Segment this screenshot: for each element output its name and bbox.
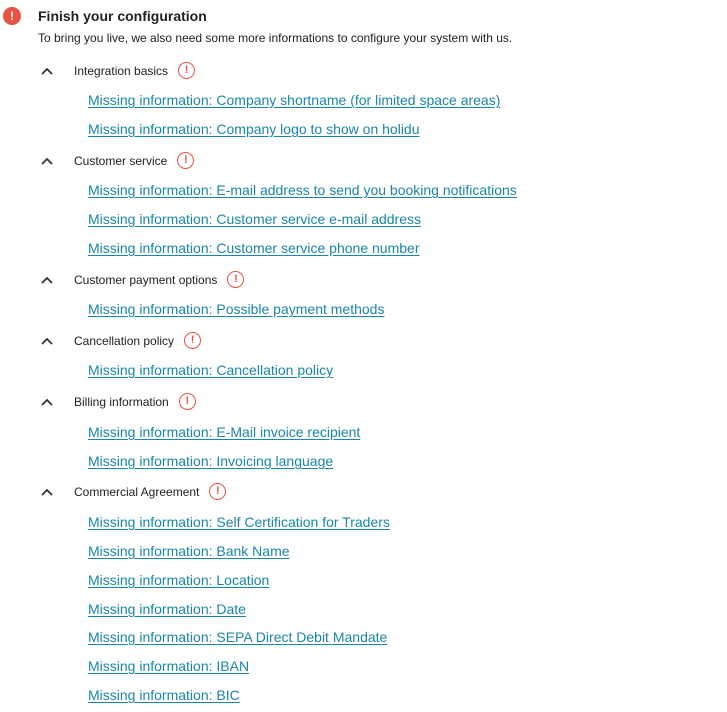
missing-info-link[interactable]: Missing information: Self Certification for Traders bbox=[88, 514, 390, 530]
section-label: Customer service bbox=[74, 154, 168, 168]
section-label: Billing information bbox=[74, 395, 169, 409]
chevron-up-icon[interactable] bbox=[40, 155, 54, 167]
warning-icon: ! bbox=[179, 393, 196, 410]
missing-info-link[interactable]: Missing information: Company shortname (for limited space areas) bbox=[88, 92, 501, 108]
missing-info-link[interactable]: Missing information: IBAN bbox=[88, 658, 250, 674]
warning-icon: ! bbox=[178, 62, 195, 79]
page-title: Finish your configuration bbox=[38, 8, 207, 24]
missing-info-link[interactable]: Missing information: Customer service phone number bbox=[88, 240, 420, 256]
missing-info-link[interactable]: Missing information: Location bbox=[88, 572, 270, 588]
missing-info-link[interactable]: Missing information: BIC bbox=[88, 687, 240, 703]
section-label: Integration basics bbox=[74, 64, 169, 78]
missing-info-link[interactable]: Missing information: SEPA Direct Debit Mandate bbox=[88, 629, 388, 645]
page-subtitle: To bring you live, we also need some more informations to configure your system with us. bbox=[38, 31, 513, 45]
missing-info-link[interactable]: Missing information: Company logo to show on holidu bbox=[88, 121, 420, 137]
chevron-up-icon[interactable] bbox=[40, 486, 54, 498]
chevron-up-icon[interactable] bbox=[40, 396, 54, 408]
chevron-up-icon[interactable] bbox=[40, 65, 54, 77]
missing-info-link[interactable]: Missing information: Invoicing language bbox=[88, 453, 334, 469]
alert-icon: ! bbox=[3, 7, 21, 25]
missing-info-link[interactable]: Missing information: Cancellation policy bbox=[88, 362, 334, 378]
missing-info-link[interactable]: Missing information: Bank Name bbox=[88, 543, 290, 559]
chevron-up-icon[interactable] bbox=[40, 335, 54, 347]
missing-info-link[interactable]: Missing information: Possible payment methods bbox=[88, 301, 385, 317]
warning-icon: ! bbox=[177, 152, 194, 169]
missing-info-link[interactable]: Missing information: E-mail address to send you booking notifications bbox=[88, 182, 517, 198]
chevron-up-icon[interactable] bbox=[40, 274, 54, 286]
missing-info-link[interactable]: Missing information: Date bbox=[88, 601, 246, 617]
section-label: Cancellation policy bbox=[74, 334, 175, 348]
missing-info-link[interactable]: Missing information: Customer service e-mail address bbox=[88, 211, 421, 227]
warning-icon: ! bbox=[227, 271, 244, 288]
warning-icon: ! bbox=[209, 483, 226, 500]
section-label: Customer payment options bbox=[74, 273, 218, 287]
missing-info-link[interactable]: Missing information: E-Mail invoice recipient bbox=[88, 424, 361, 440]
section-label: Commercial Agreement bbox=[74, 485, 200, 499]
warning-icon: ! bbox=[184, 332, 201, 349]
